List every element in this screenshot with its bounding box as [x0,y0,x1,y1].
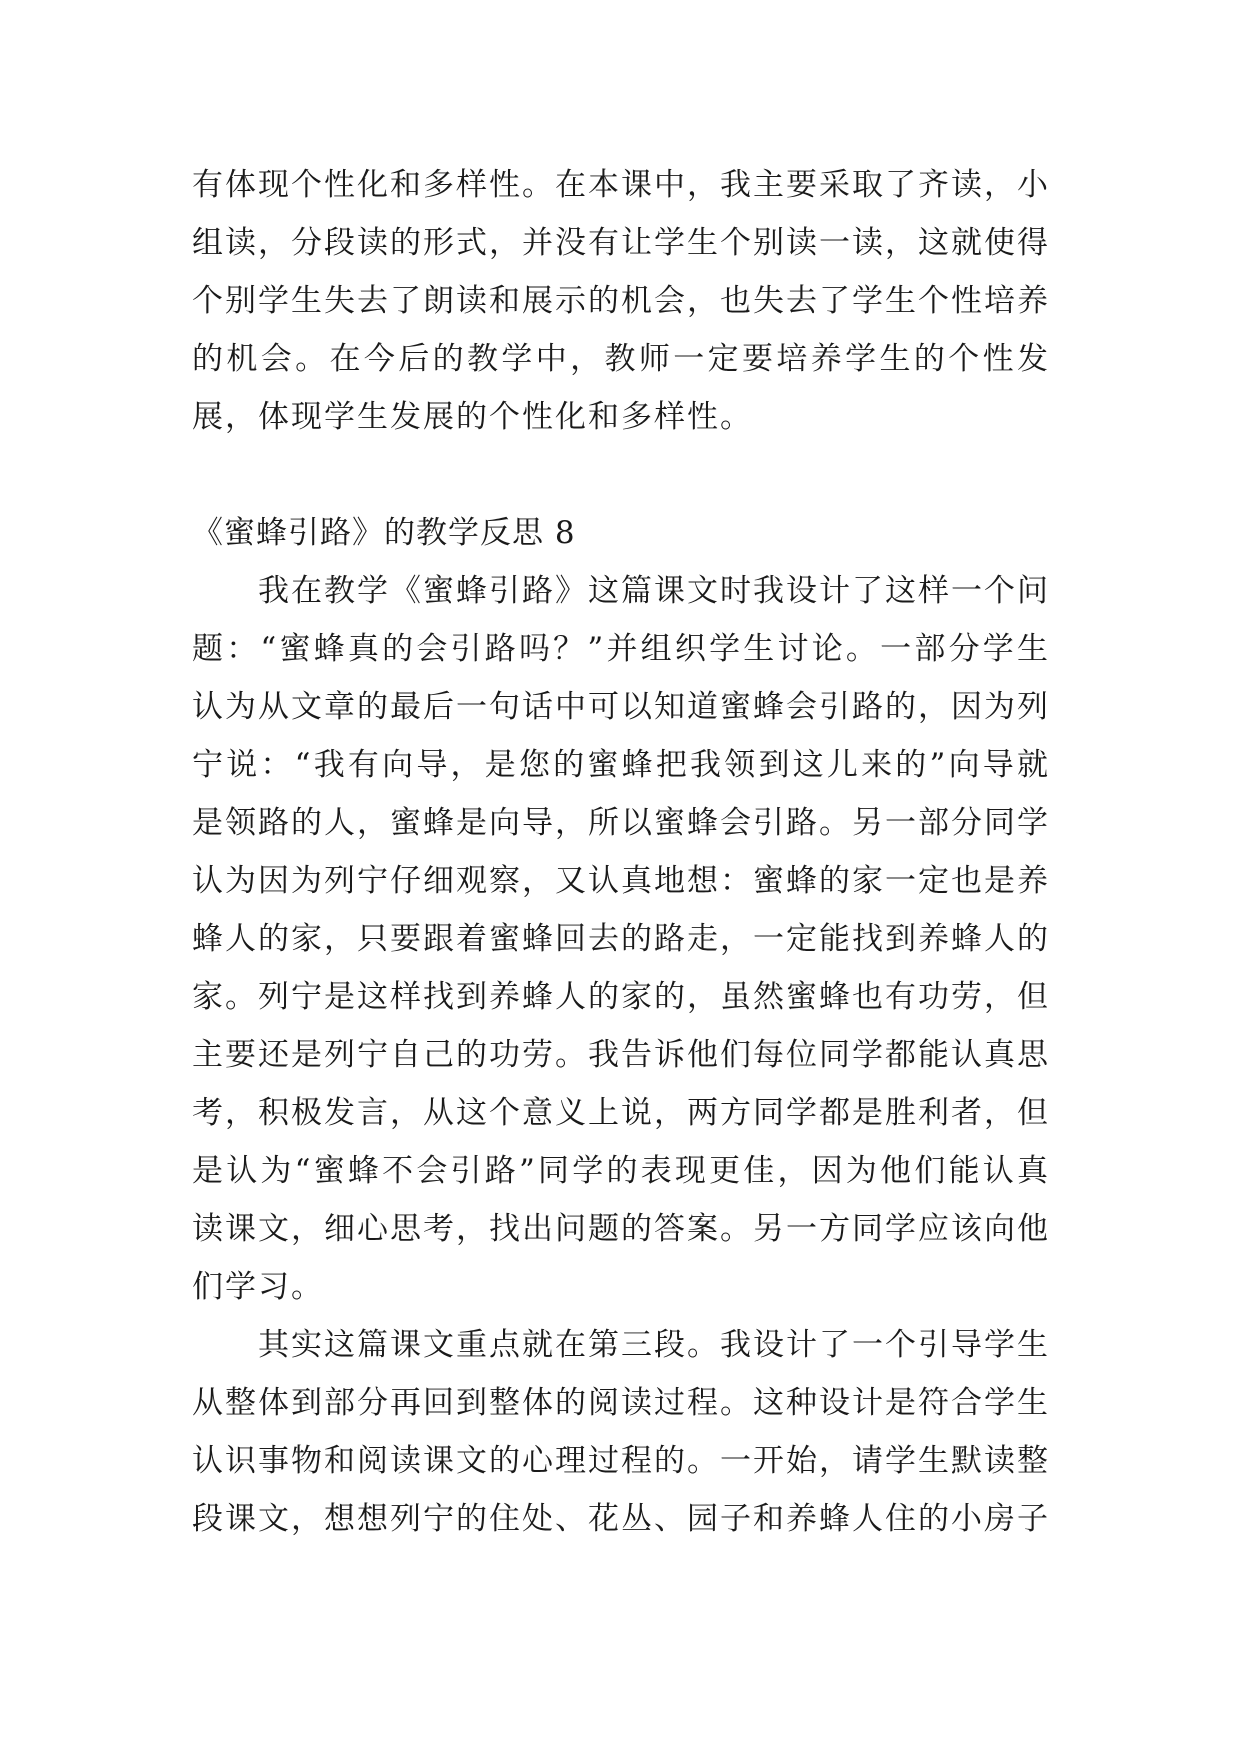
paragraph-gap [192,446,1050,504]
section-title: 《蜜蜂引路》的教学反思 8 [192,515,576,551]
paragraph-3: 其实这篇课文重点就在第三段。我设计了一个引导学生从整体到部分再回到整体的阅读过程。这种设计是符合学生认识事物和阅读课文的心理过程的。一开始，请学生默读整段课文，想想列宁的住处、花丛、园子和养蜂人住的小房子 [192,1327,1050,1537]
paragraph-2: 我在教学《蜜蜂引路》这篇课文时我设计了这样一个问题：“蜜蜂真的会引路吗？”并组织学生讨论。一部分学生认为从文章的最后一句话中可以知道蜜蜂会引路的，因为列宁说：“我有向导，是您的蜜蜂把我领到这儿来的”向导就是领路的人，蜜蜂是向导，所以蜜蜂会引路。另一部分同学认为因为列宁仔细观察，又认真地想：蜜蜂的家一定也是养蜂人的家，只要跟着蜜蜂回去的路走，一定能找到养蜂人的家。列宁是这样找到养蜂人的家的，虽然蜜蜂也有功劳，但主要还是列宁自己的功劳。我告诉他们每位同学都能认真思考，积极发言，从这个意义上说，两方同学都是胜利者，但是认为“蜜蜂不会引路”同学的表现更佳，因为他们能认真读课文，细心思考，找出问题的答案。另一方同学应该向他们学习。 [192,573,1050,1305]
document-page [192,156,1050,1548]
paragraph-continued: 有体现个性化和多样性。在本课中，我主要采取了齐读，小组读，分段读的形式，并没有让学生个别读一读，这就使得个别学生失去了朗读和展示的机会，也失去了学生个性培养的机会。在今后的教学中，教师一定要培养学生的个性发展，体现学生发展的个性化和多样性。 [192,167,1050,435]
